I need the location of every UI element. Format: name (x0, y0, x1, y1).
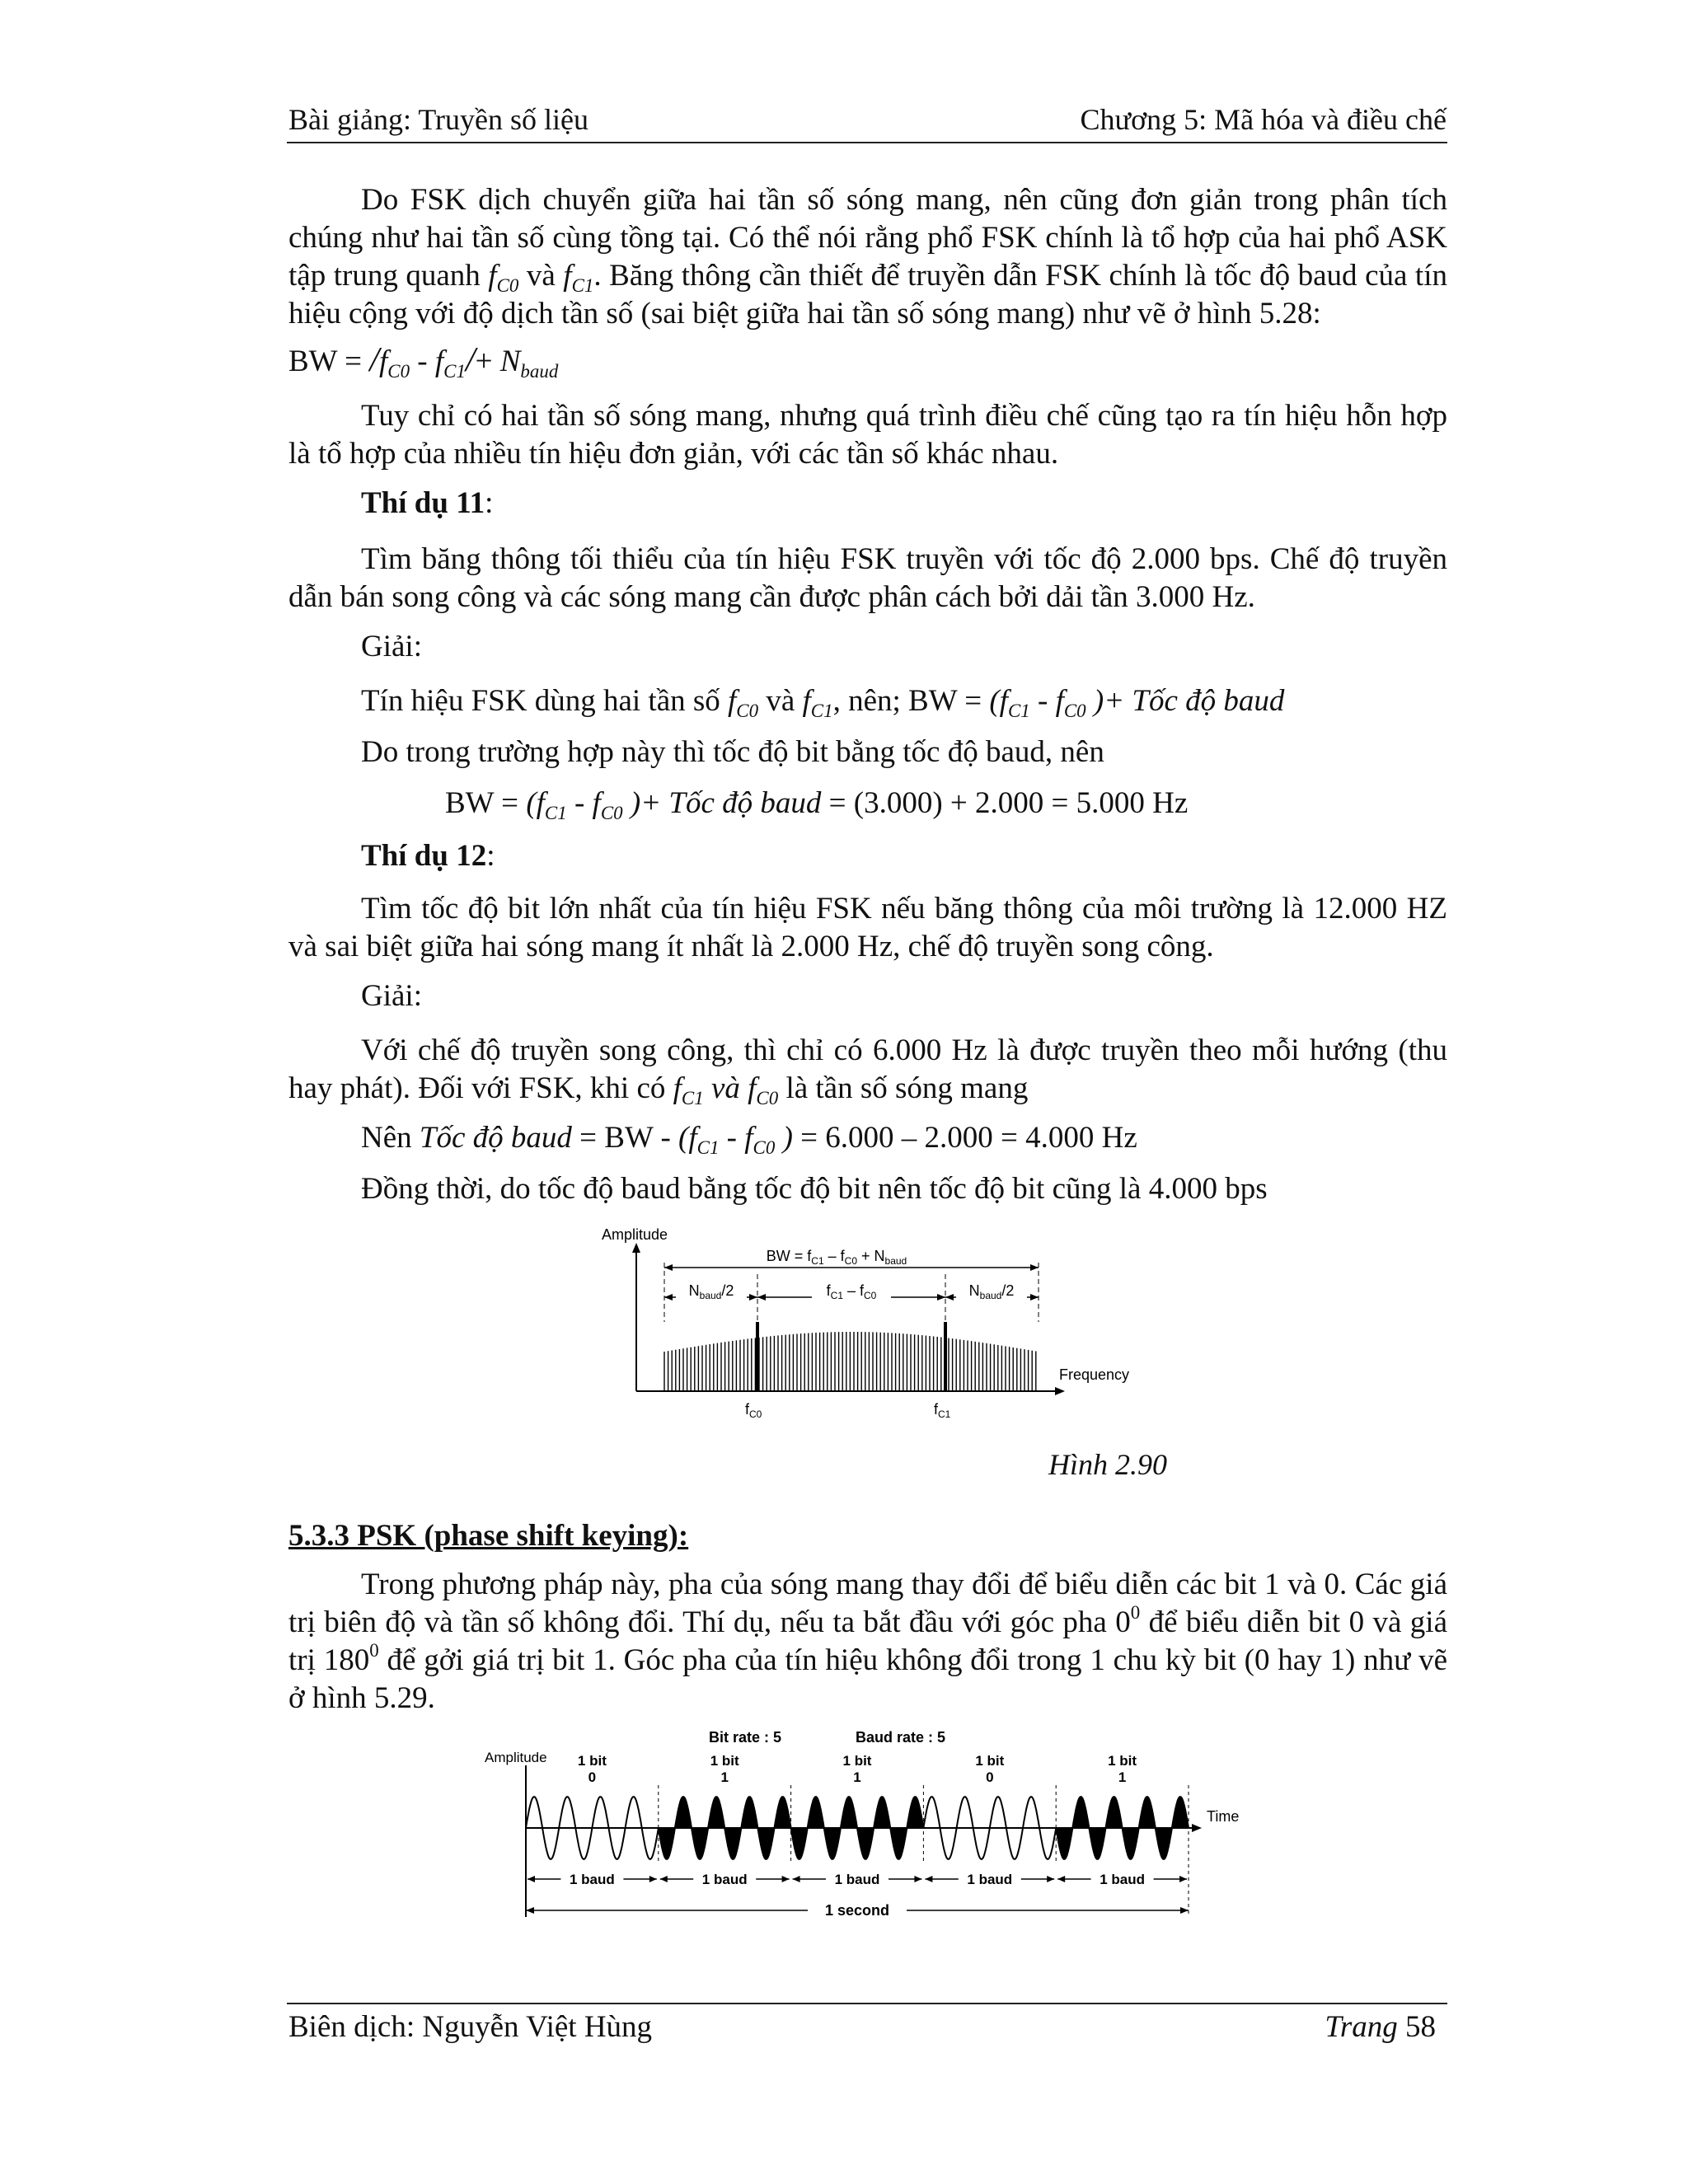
example-12-solution-label: Giải: (361, 979, 422, 1013)
example-11-body: Tìm băng thông tối thiểu của tín hiệu FSK truyền với tốc độ 2.000 bps. Chế độ truyền dẫn bán song công và các sóng mang cần được phân cách bởi dải tần 3.000 Hz. (288, 542, 1447, 614)
bit-value: 1 (1118, 1769, 1127, 1785)
paragraph-fsk-spectrum: Do FSK dịch chuyển giữa hai tần số sóng mang, nên cũng đơn giản trong phân tích chúng như hai tần số cùng tồng tại. Có thể nói rằng phổ FSK chính là tổ hợp của hai phổ ASK tập trung quanh $f_{C0}$ và $f_{C1}$. Băng thông cần thiết để truyền dẫn FSK chính là tốc độ baud của tín hiệu cộng với độ dịch tần số (sai biệt giữa hai tần số sóng mang) như vẽ ở hình 5.28: (288, 183, 1447, 330)
fig1-x-arrow (1055, 1387, 1065, 1395)
example-11-title: Thí dụ 11: (361, 486, 494, 520)
fig2-time-label: Time (1207, 1808, 1240, 1825)
fig2-time-arrow (1192, 1824, 1202, 1832)
header-title-right: Chương 5: Mã hóa và điều chế (1080, 103, 1447, 136)
example-12-title: Thí dụ 12: (361, 839, 495, 873)
example-11-line1: Tín hiệu FSK dùng hai tần số $f_{C0}$ và $f_{C1}$, nên; BW = ($f_{C1} - f_{C0}$ )+ Tốc độ baud (361, 684, 1285, 722)
footer-page-number: Trang 58 (1325, 2010, 1436, 2044)
example-11-solution-label: Giải: (361, 630, 422, 663)
fig1-fc1-label: $f_{C1}$ (934, 1401, 951, 1420)
example-12-body: Tìm tốc độ bit lớn nhất của tín hiệu FSK nếu băng thông của môi trường là 12.000 HZ và sai biệt giữa hai sóng mang ít nhất là 2.000 Hz, chế độ truyền song công. (288, 892, 1447, 963)
footer-translator: Biên dịch: Nguyễn Việt Hùng (288, 2010, 653, 2044)
paragraph-psk: Trong phương pháp này, pha của sóng mang thay đổi để biểu diễn các bit 1 và 0. Các giá trị biên độ và tần số không đổi. Thí dụ, nếu ta bắt đầu với góc pha $0^0$ để biểu diễn bit 0 và giá trị $180^0$ để gởi giá trị bit 1. Góc pha của tín hiệu không đổi trong 1 chu kỳ bit (0 hay 1) như vẽ ở hình 5.29. (288, 1568, 1447, 1715)
bit-label: 1 bit (577, 1753, 607, 1769)
section-heading-psk: 5.3.3 PSK (phase shift keying): (288, 1519, 689, 1553)
bit-value: 1 (720, 1769, 729, 1785)
paragraph-mixed-signal: Tuy chỉ có hai tần số sóng mang, nhưng quá trình điều chế cũng tạo ra tín hiệu hỗn hợp là tổ hợp của nhiều tín hiệu đơn giản, với các tần số khác nhau. (288, 399, 1447, 471)
psk-waveform-figure (478, 1722, 1253, 1937)
fig2-one-second-label: 1 second (824, 1902, 890, 1919)
fig2-baud-rate-label: Baud rate : 5 (856, 1729, 946, 1746)
bit-value: 1 (853, 1769, 861, 1785)
bit-value: 0 (588, 1769, 597, 1785)
bit-label: 1 bit (842, 1753, 872, 1769)
fsk-bandwidth-figure (593, 1220, 1170, 1426)
fig1-amplitude-label: Amplitude (602, 1226, 668, 1243)
bit-label: 1 bit (710, 1753, 739, 1769)
bit-label: 1 bit (975, 1753, 1005, 1769)
baud-label: 1 baud (701, 1872, 748, 1887)
header-rule (287, 142, 1447, 143)
bit-label: 1 bit (1108, 1753, 1137, 1769)
fig1-frequency-label: Frequency (1059, 1366, 1130, 1383)
fig2-amplitude-label: Amplitude (485, 1750, 547, 1765)
fig1-nbaud-left-label: $N_{baud}/2$ (688, 1282, 734, 1301)
header-title-left: Bài giảng: Truyền số liệu (288, 103, 589, 136)
fig1-fc0-label: $f_{C0}$ (745, 1401, 762, 1420)
example-11-line3: BW = ($f_{C1} - f_{C0}$ )+ Tốc độ baud = (3.000) + 2.000 = 5.000 Hz (445, 786, 1189, 824)
bit-value: 0 (986, 1769, 994, 1785)
fig1-bw-label: BW = $f_{C1} - f_{C0} + N_{baud}$ (766, 1248, 907, 1267)
example-12-line1: Với chế độ truyền song công, thì chỉ có 6.000 Hz là được truyền theo mỗi hướng (thu hay phát). Đối với FSK, khi có $f_{C1}$ và $f_{C0}$ là tần số sóng mang (288, 1033, 1447, 1109)
fig1-fc-diff-label: $f_{C1} - f_{C0}$ (826, 1282, 877, 1301)
example-12-line2: Nên Tốc độ baud = BW - ($f_{C1} - f_{C0}$ ) = 6.000 – 2.000 = 4.000 Hz (361, 1121, 1137, 1159)
baud-label: 1 baud (570, 1872, 615, 1887)
footer-rule (287, 2003, 1447, 2004)
baud-label: 1 baud (1100, 1872, 1145, 1887)
figure-caption: Hình 2.90 (1048, 1448, 1167, 1481)
fig1-spectrum-lines (664, 1322, 1036, 1391)
fig1-y-arrow (632, 1243, 640, 1253)
bandwidth-formula: BW = $/f_{C0} - f_{C1}/+ N_{baud}$ (288, 341, 559, 382)
baud-label: 1 baud (834, 1872, 880, 1887)
fig2-bit-rate-label: Bit rate : 5 (709, 1729, 782, 1746)
example-11-line2: Do trong trường hợp này thì tốc độ bit bằng tốc độ baud, nên (361, 735, 1104, 769)
fig1-nbaud-right-label: $N_{baud}/2$ (968, 1282, 1015, 1301)
example-12-line3: Đồng thời, do tốc độ baud bằng tốc độ bit nên tốc độ bit cũng là 4.000 bps (361, 1172, 1268, 1206)
baud-label: 1 baud (967, 1872, 1013, 1887)
